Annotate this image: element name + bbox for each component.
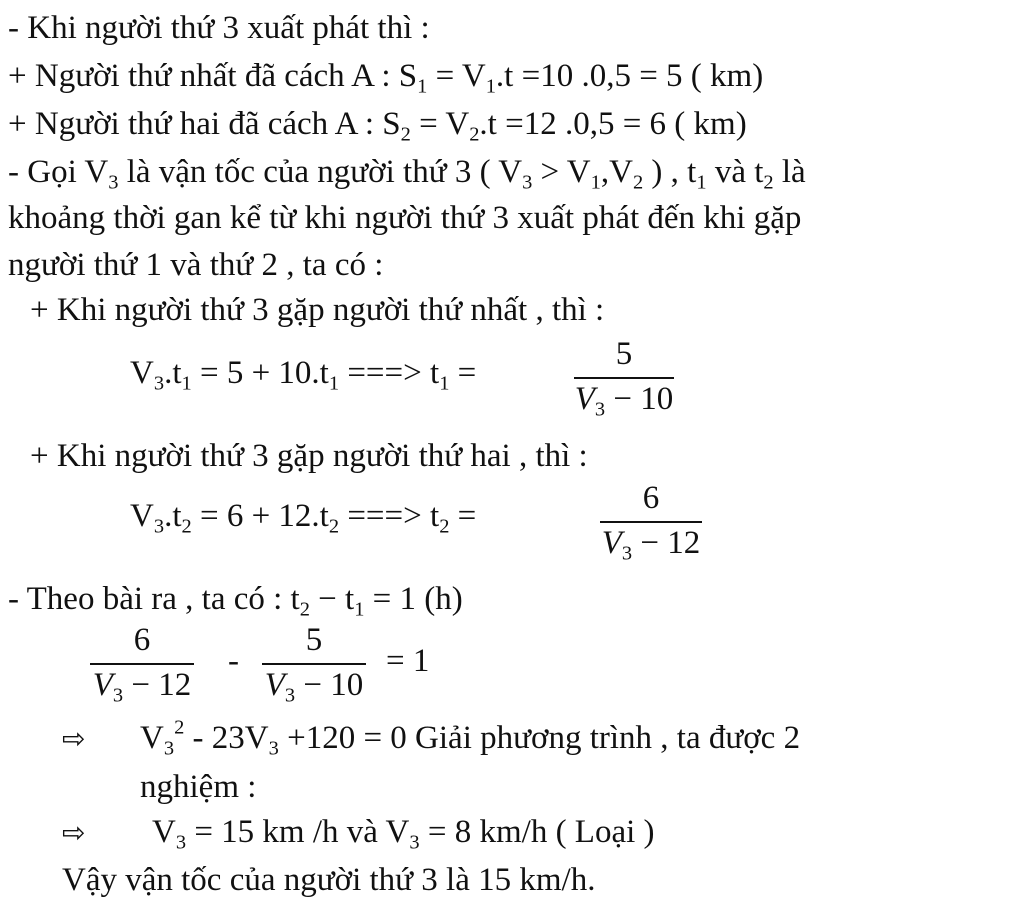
- text: + Người thứ hai đã cách A : S: [8, 106, 401, 142]
- line-define-v3: [8, 154, 806, 194]
- subscript: 2: [181, 515, 192, 538]
- text: +120 = 0 Giải phương trình , ta được 2: [278, 720, 801, 756]
- text: ,V: [600, 154, 633, 190]
- text: ) , t: [643, 154, 697, 190]
- var: V: [601, 525, 622, 561]
- var: V: [92, 667, 113, 703]
- line-intro: - Khi người thứ 3 xuất phát thì :: [8, 10, 430, 46]
- subscript: 2: [763, 171, 774, 194]
- subscript: 1: [181, 372, 192, 395]
- equation-t1: [130, 355, 477, 395]
- fraction-bar: [90, 663, 194, 665]
- text: - Gọi V: [8, 154, 109, 190]
- subscript: 3: [594, 398, 606, 421]
- text: .t: [164, 498, 182, 534]
- subscript: 3: [153, 372, 165, 395]
- text: − 10: [295, 667, 364, 703]
- text: = 1 (h): [364, 581, 463, 617]
- line-roots: [62, 814, 655, 854]
- subscript: 3: [153, 515, 165, 538]
- minus-sign: -: [228, 643, 239, 679]
- numerator: 5: [305, 622, 323, 658]
- denominator: [262, 667, 366, 707]
- subscript: 3: [163, 737, 175, 760]
- subscript: 1: [354, 598, 365, 621]
- subscript: 1: [328, 372, 340, 395]
- equation-rhs: = 1: [386, 643, 430, 679]
- subscript: 2: [328, 515, 340, 538]
- line-meet-first: + Khi người thứ 3 gặp người thứ nhất , thì :: [30, 292, 605, 328]
- text: và t: [706, 154, 764, 190]
- subscript: 1: [417, 75, 428, 98]
- subscript: 1: [439, 372, 450, 395]
- text: − 12: [632, 525, 701, 561]
- text: = 8 km/h ( Loại ): [419, 814, 655, 850]
- numerator: 6: [133, 622, 151, 658]
- text: > V: [532, 154, 591, 190]
- fraction-bar: [600, 521, 702, 523]
- text: là vận tốc của người thứ 3 ( V: [118, 154, 523, 190]
- subscript: 3: [522, 171, 533, 194]
- superscript: 2: [174, 716, 185, 739]
- line-distance-person-1: [8, 58, 764, 98]
- text: ===> t: [339, 498, 440, 534]
- text: ===> t: [339, 355, 440, 391]
- equation-t2: [130, 498, 477, 538]
- fraction-6: [90, 622, 194, 707]
- subscript: 1: [696, 171, 707, 194]
- subscript: 1: [590, 171, 601, 194]
- numerator: 6: [642, 480, 660, 516]
- subscript: 2: [632, 171, 644, 194]
- text: − 10: [605, 381, 674, 417]
- subscript: 2: [299, 598, 310, 621]
- text: =: [449, 355, 477, 391]
- line-we-have: người thứ 1 và thứ 2 , ta có :: [8, 247, 384, 283]
- text: là: [773, 154, 806, 190]
- line-condition: [8, 581, 463, 621]
- text: − t: [309, 581, 355, 617]
- denominator: [600, 525, 702, 565]
- line-roots-label: nghiệm :: [140, 769, 257, 805]
- subscript: 1: [485, 75, 496, 98]
- numerator: 5: [615, 336, 633, 372]
- line-time-definition: khoảng thời gan kể từ khi người thứ 3 xuất phát đến khi gặp: [8, 200, 802, 236]
- line-quadratic: [62, 716, 801, 760]
- text: V: [152, 814, 176, 850]
- denominator: [90, 667, 194, 707]
- fraction-5: [262, 622, 366, 707]
- subscript: 3: [268, 737, 279, 760]
- subscript: 3: [409, 831, 420, 854]
- subscript: 3: [621, 542, 633, 565]
- text: = V: [410, 106, 470, 142]
- subscript: 2: [400, 123, 411, 146]
- text: =: [449, 498, 477, 534]
- text: = 6 + 12.t: [191, 498, 329, 534]
- var: V: [264, 667, 285, 703]
- text: = 15 km /h và V: [186, 814, 410, 850]
- subscript: 3: [112, 684, 124, 707]
- subscript: 3: [284, 684, 296, 707]
- text: - 23V: [184, 720, 269, 756]
- implies-arrow-icon: ⇨: [62, 722, 86, 755]
- fraction-bar: [574, 377, 674, 379]
- text: + Người thứ nhất đã cách A : S: [8, 58, 418, 94]
- text: .t =12 .0,5 = 6 ( km): [479, 106, 747, 142]
- fraction-t2: [600, 480, 702, 565]
- fraction-bar: [262, 663, 366, 665]
- fraction-t1: [574, 336, 674, 421]
- text: - Theo bài ra , ta có : t: [8, 581, 300, 617]
- text: V: [140, 720, 164, 756]
- line-conclusion: Vậy vận tốc của người thứ 3 là 15 km/h.: [62, 862, 596, 898]
- text: = V: [427, 58, 486, 94]
- subscript: 3: [108, 171, 119, 194]
- text: V: [130, 355, 154, 391]
- implies-arrow-icon: ⇨: [62, 816, 86, 849]
- subscript: 3: [175, 831, 187, 854]
- line-distance-person-2: [8, 106, 747, 146]
- subscript: 2: [439, 515, 450, 538]
- text: = 5 + 10.t: [191, 355, 329, 391]
- denominator: [574, 381, 674, 421]
- text: − 12: [123, 667, 192, 703]
- text: V: [130, 498, 154, 534]
- text: .t: [164, 355, 182, 391]
- text: .t =10 .0,5 = 5 ( km): [495, 58, 764, 94]
- subscript: 2: [469, 123, 480, 146]
- line-meet-second: + Khi người thứ 3 gặp người thứ hai , thì :: [30, 438, 588, 474]
- var: V: [574, 381, 595, 417]
